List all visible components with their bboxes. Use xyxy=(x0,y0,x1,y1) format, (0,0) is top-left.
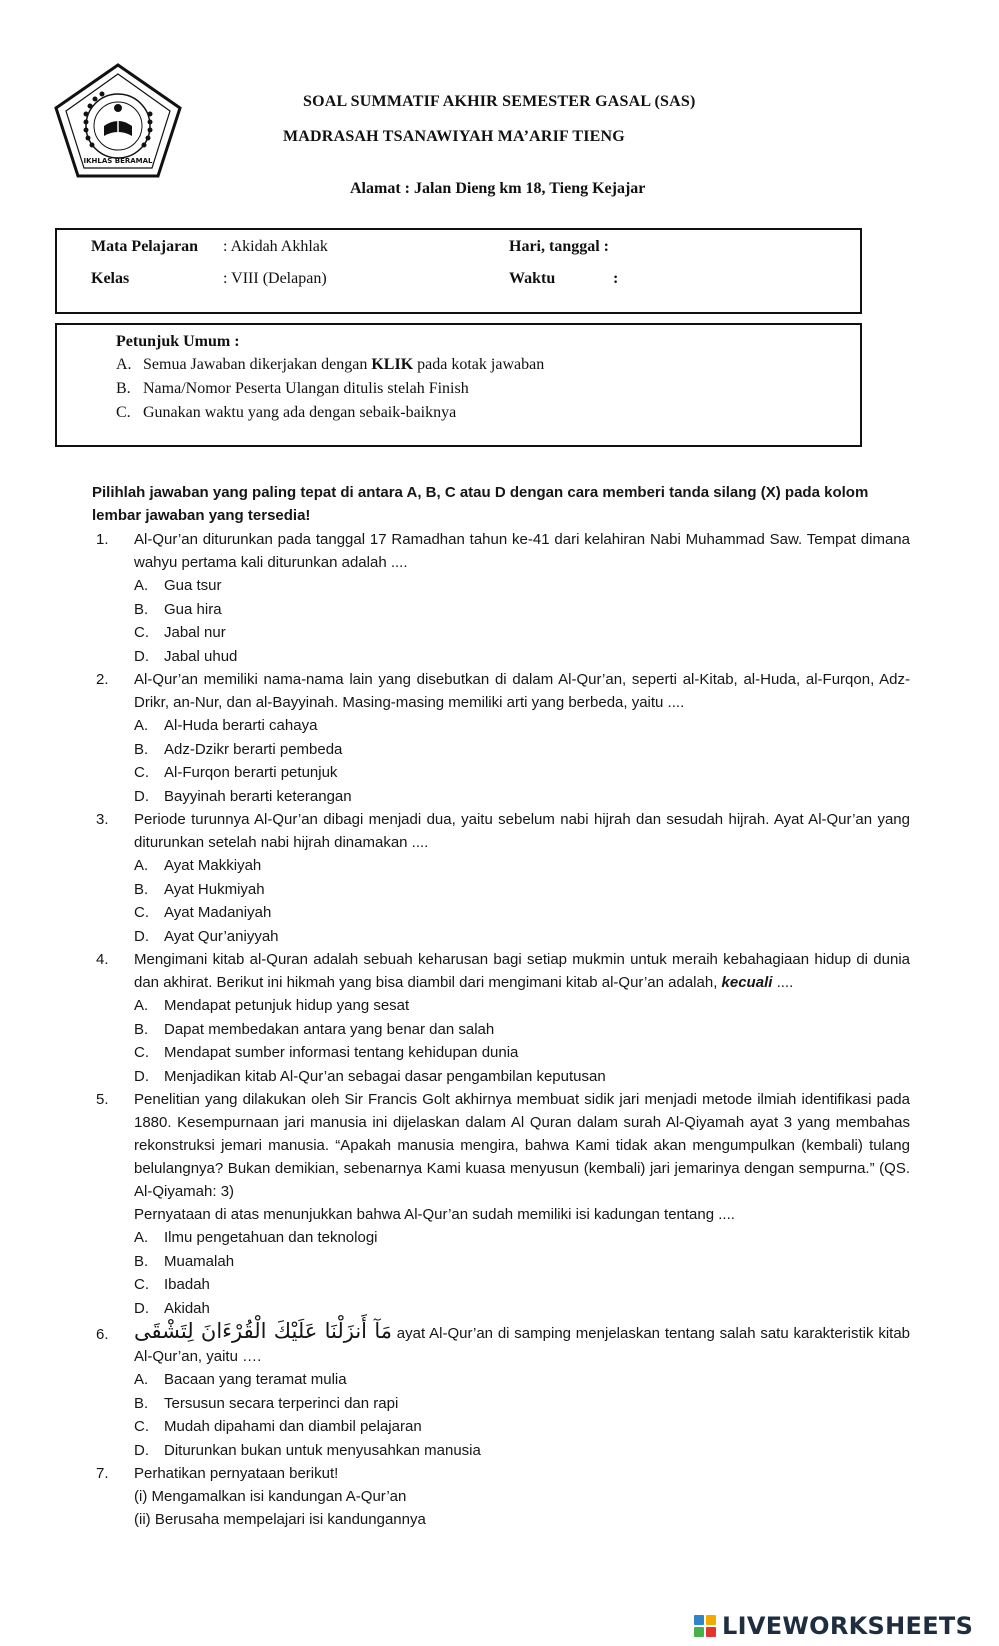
option-d[interactable]: D. Bayyinah berarti keterangan xyxy=(134,787,352,805)
exam-info-box xyxy=(55,228,862,314)
instruction-item: A. Semua Jawaban dikerjakan dengan KLIK pada kotak jawaban xyxy=(116,356,545,373)
option-c[interactable]: C. Ibadah xyxy=(134,1276,210,1293)
general-instructions-box xyxy=(55,323,862,447)
option-d[interactable]: D. Diturunkan bukan untuk menyusahkan manusia xyxy=(134,1441,481,1459)
option-a[interactable]: A. Ilmu pengetahuan dan teknologi xyxy=(134,1229,378,1246)
emphasis-word: kecuali xyxy=(721,974,773,991)
question-prompt: Pernyataan di atas menunjukkan bahwa Al-Qur’an sudah memiliki isi kadungan tentang .... xyxy=(134,1206,735,1223)
option-a[interactable]: A. Ayat Makkiyah xyxy=(134,857,262,874)
option-c[interactable]: C. Jabal nur xyxy=(134,624,226,641)
school-name: MADRASAH TSANAWIYAH MA’ARIF TIENG xyxy=(283,128,625,145)
question-3: 3. Periode turunnya Al-Qur’an dibagi menjadi dua, yaitu sebelum nabi hijrah dan sesudah hijrah. Ayat Al-Qur’an yang diturunkan setelah nabi hijrah dinamakan .... A. Ayat Makkiyah B. Ayat Hukmiyah C. Ayat Madaniyah D. Ayat Qur’aniyyah xyxy=(92,808,910,948)
school-address: Alamat : Jalan Dieng km 18, Tieng Kejajar xyxy=(350,180,646,197)
question-5: 5. Penelitian yang dilakukan oleh Sir Francis Golt akhirnya membuat sidik jari menjadi metode ilmiah identifikasi pada 1880. Kesempurnaan jari manusia ini dijelaskan dalam Al Quran dalam surah Al-Qiyamah ayat 3 yang membahas rekonstruksi jemari manusia. “Apakah manusia mengira, bahwa Kami tidak akan mengumpulkan (kembali) tulang belulangnya? Bukan demikian, sebenarnya Kami kuasa menyusun (kembali) jari jemarinya dengan sempurna.” (QS. Al-Qiyamah: 3) Pernyataan di atas menunjukkan bahwa Al-Qur’an sudah memiliki isi kadungan tentang .... A. Ilmu pengetahuan dan teknologi B. Muamalah C. Ibadah D. Akidah xyxy=(92,1088,910,1320)
option-b[interactable]: B. Adz-Dzikr berarti pembeda xyxy=(134,740,343,758)
question-text: Periode turunnya Al-Qur’an dibagi menjadi dua, yaitu sebelum nabi hijrah dan sesudah hijrah. Ayat Al-Qur’an yang diturunkan setelah nabi hijrah dinamakan .... xyxy=(134,811,910,851)
date-label: Hari, tanggal : xyxy=(509,238,609,255)
question-1: 1. Al-Qur’an diturunkan pada tanggal 17 Ramadhan tahun ke-41 dari kelahiran Nabi Muhammad Saw. Tempat dimana wahyu pertama kali diturunkan adalah .... A. Gua tsur B. Gua hira C. Jabal nur D. Jabal uhud xyxy=(92,528,910,668)
question-6: 6. مَآ أَنزَلْنَا عَلَيْكَ الْقُرْءَانَ لِتَشْقَى ayat Al-Qur’an di samping menjelaskan tentang salah satu karakteristik kitab Al-Qur’an, yaitu …. A. Bacaan yang teramat mulia B. Tersusun secara terperinci dan rapi C. Mudah dipahami dan diambil pelajaran D. Diturunkan bukan untuk menyusahkan manusia xyxy=(92,1320,910,1462)
option-b[interactable]: B. Gua hira xyxy=(134,600,222,618)
instruction-item: B. Nama/Nomor Peserta Ulangan ditulis stelah Finish xyxy=(116,380,469,397)
main-instruction: Pilihlah jawaban yang paling tepat di antara A, B, C atau D dengan cara memberi tanda silang (X) pada kolom lembar jawaban yang tersedia! xyxy=(92,484,869,524)
question-text: مَآ أَنزَلْنَا عَلَيْكَ الْقُرْءَانَ لِتَشْقَى ayat Al-Qur’an di samping menjelaskan tentang salah satu karakteristik kitab Al-Qur’an, yaitu …. xyxy=(134,1319,911,1365)
svg-text:IKHLAS BERAMAL: IKHLAS BERAMAL xyxy=(83,157,153,165)
question-7: 7. Perhatikan pernyataan berikut! (i) Mengamalkan isi kandungan A-Qur’an (ii) Berusaha mempelajari isi kandungannya xyxy=(92,1462,910,1531)
option-a[interactable]: A. Mendapat petunjuk hidup yang sesat xyxy=(134,997,410,1014)
question-text: Al-Qur’an memiliki nama-nama lain yang disebutkan di dalam Al-Qur’an, seperti al-Kitab, al-Huda, al-Furqon, Adz-Drikr, an-Nur, dan al-Bayyinah. Masing-masing memiliki arti yang berbeda, yaitu .... xyxy=(134,671,910,711)
option-c[interactable]: C. Mendapat sumber informasi tentang kehidupan dunia xyxy=(134,1044,519,1061)
option-c[interactable]: C. Ayat Madaniyah xyxy=(134,904,272,921)
arabic-verse: مَآ أَنزَلْنَا عَلَيْكَ الْقُرْءَانَ لِتَشْقَى xyxy=(134,1319,392,1343)
liveworksheets-text: LIVEWORKSHEETS xyxy=(722,1612,974,1640)
time-colon: : xyxy=(613,270,619,287)
option-d[interactable]: D. Jabal uhud xyxy=(134,647,238,665)
option-b[interactable]: B. Dapat membedakan antara yang benar dan salah xyxy=(134,1020,495,1038)
subject-value: : Akidah Akhlak xyxy=(223,238,328,255)
question-text: Penelitian yang dilakukan oleh Sir Francis Golt akhirnya membuat sidik jari menjadi metode ilmiah identifikasi pada 1880. Kesempurnaan jari manusia ini dijelaskan dalam Al Quran dalam surah Al-Qiyamah ayat 3 yang membahas rekonstruksi jemari manusia. “Apakah manusia mengira, bahwa Kami tidak akan mengumpulkan (kembali) tulang belulangnya? Bukan demikian, sebenarnya Kami kuasa menyusun (kembali) jari jemarinya dengan sempurna.” (QS. Al-Qiyamah: 3) xyxy=(134,1091,910,1200)
exam-title: SOAL SUMMATIF AKHIR SEMESTER GASAL (SAS) xyxy=(303,93,696,110)
question-text: Mengimani kitab al-Quran adalah sebuah keharusan bagi setiap mukmin untuk meraih kebahagiaan hidup di dunia dan akhirat. Berikut ini hikmah yang bisa diambil dari mengimani kitab al-Qur’an adalah, kecuali .... xyxy=(134,951,910,991)
question-text: Perhatikan pernyataan berikut! xyxy=(134,1465,339,1482)
option-b[interactable]: B. Ayat Hukmiyah xyxy=(134,880,265,898)
option-b[interactable]: B. Tersusun secara terperinci dan rapi xyxy=(134,1394,399,1412)
instructions-title: Petunjuk Umum : xyxy=(116,333,240,350)
liveworksheets-logo xyxy=(694,1612,973,1640)
option-d[interactable]: D. Ayat Qur’aniyyah xyxy=(134,927,279,945)
option-c[interactable]: C. Mudah dipahami dan diambil pelajaran xyxy=(134,1418,422,1435)
option-d[interactable]: D. Akidah xyxy=(134,1299,210,1317)
question-2: 2. Al-Qur’an memiliki nama-nama lain yang disebutkan di dalam Al-Qur’an, seperti al-Kitab, al-Huda, al-Furqon, Adz-Drikr, an-Nur, dan al-Bayyinah. Masing-masing memiliki arti yang berbeda, yaitu .... A. Al-Huda berarti cahaya B. Adz-Dzikr berarti pembeda C. Al-Furqon berarti petunjuk D. Bayyinah berarti keterangan xyxy=(92,668,910,808)
time-label: Waktu xyxy=(509,270,556,287)
question-text: Al-Qur’an diturunkan pada tanggal 17 Ramadhan tahun ke-41 dari kelahiran Nabi Muhammad Saw. Tempat dimana wahyu pertama kali diturunkan adalah .... xyxy=(134,531,910,571)
option-a[interactable]: A. Gua tsur xyxy=(134,577,222,594)
option-d[interactable]: D. Menjadikan kitab Al-Qur’an sebagai dasar pengambilan keputusan xyxy=(134,1067,606,1085)
option-a[interactable]: A. Bacaan yang teramat mulia xyxy=(134,1371,347,1388)
liveworksheets-icon xyxy=(694,1615,716,1637)
option-c[interactable]: C. Al-Furqon berarti petunjuk xyxy=(134,764,338,781)
question-4: 4. Mengimani kitab al-Quran adalah sebuah keharusan bagi setiap mukmin untuk meraih kebahagiaan hidup di dunia dan akhirat. Berikut ini hikmah yang bisa diambil dari mengimani kitab al-Qur’an adalah, kecuali .... A. Mendapat petunjuk hidup yang sesat B. Dapat membedakan antara yang benar dan salah C. Mendapat sumber informasi tentang kehidupan dunia D. Menjadikan kitab Al-Qur’an sebagai dasar pengambilan keputusan xyxy=(92,948,910,1088)
school-logo xyxy=(52,62,184,182)
instruction-item: C. Gunakan waktu yang ada dengan sebaik-baiknya xyxy=(116,404,457,421)
subject-label: Mata Pelajaran xyxy=(91,238,199,255)
option-a[interactable]: A. Al-Huda berarti cahaya xyxy=(134,717,318,734)
option-b[interactable]: B. Muamalah xyxy=(134,1252,235,1270)
statement-item: (ii) Berusaha mempelajari isi kandungannya xyxy=(134,1511,426,1528)
class-label: Kelas xyxy=(91,270,130,287)
class-value: : VIII (Delapan) xyxy=(223,270,327,287)
question-list xyxy=(92,481,910,1531)
statement-item: (i) Mengamalkan isi kandungan A-Qur’an xyxy=(134,1488,407,1505)
